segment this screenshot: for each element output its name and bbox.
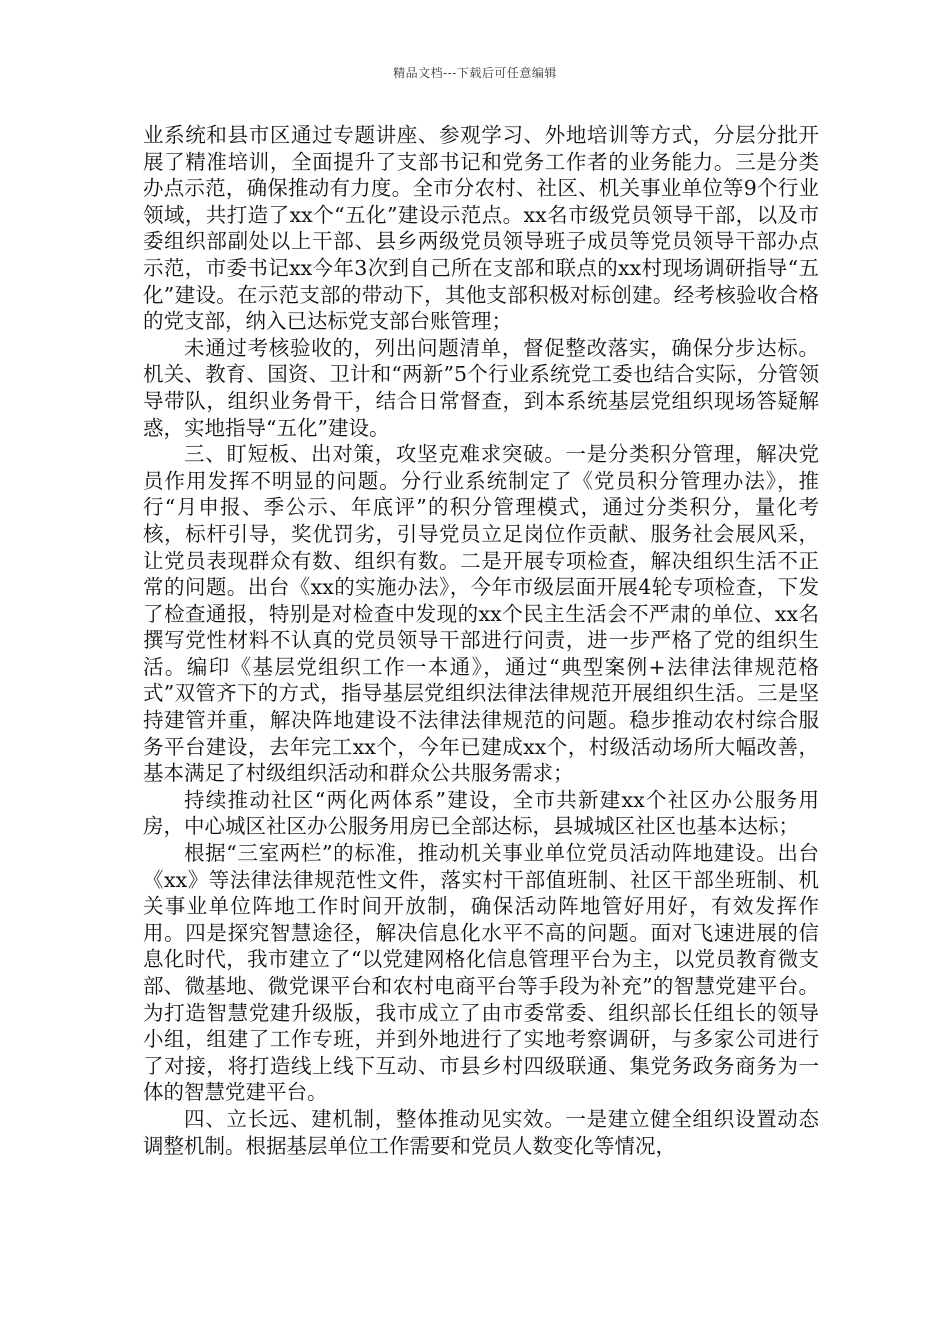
paragraph: 三、盯短板、出对策，攻坚克难求突破。一是分类积分管理，解决党员作用发挥不明显的问题。分行业系统制定了《党员积分管理办法》，推行“月申报、季公示、年底评”的积分管理模式，通过分类积分，量化考核，标杆引导，奖优罚劣，引导党员立足岗位作贡献、服务社会展风采，让党员表现群众有数、组织有数。二是开展专项检查，解决组织生活不正常的问题。出台《xx的实施办法》，今年市级层面开展4轮专项检查，下发了检查通报，特别是对检查中发现的xx个民主生活会不严肃的单位、xx名撰写党性材料不认真的党员领导干部进行问责，进一步严格了党的组织生活。编印《基层党组织工作一本通》，通过“典型案例+法律法律规范格式”双管齐下的方式，指导基层党组织法律法律规范开展组织生活。三是坚持建管并重，解决阵地建设不法律法律规范的问题。稳步推动农村综合服务平台建设，去年完工xx个，今年已建成xx个，村级活动场所大幅改善，基本满足了村级组织活动和群众公共服务需求；	[143, 442, 819, 786]
paragraph: 未通过考核验收的，列出问题清单，督促整改落实，确保分步达标。机关、教育、国资、卫计和“两新”5个行业系统党工委也结合实际，分管领导带队，组织业务骨干，结合日常督查，到本系统基层党组织现场答疑解惑，实地指导“五化”建设。	[143, 335, 819, 440]
paragraph: 业系统和县市区通过专题讲座、参观学习、外地培训等方式，分层分批开展了精准培训，全面提升了支部书记和党务工作者的业务能力。三是分类办点示范，确保推动有力度。全市分农村、社区、机关事业单位等9个行业领域，共打造了xx个“五化”建设示范点。xx名市级党员领导干部，以及市委组织部副处以上干部、县乡两级党员领导班子成员等党员领导干部办点示范，市委书记xx今年3次到自己所在支部和联点的xx村现场调研指导“五化”建设。在示范支部的带动下，其他支部积极对标创建。经考核验收合格的党支部，纳入已达标党支部台账管理；	[143, 123, 819, 334]
paragraph: 根据“三室两栏”的标准，推动机关事业单位党员活动阵地建设。出台《xx》等法律法律规范性文件，落实村干部值班制、社区干部坐班制、机关事业单位阵地工作时间开放制，确保活动阵地管好用好，有效发挥作用。四是探究智慧途径，解决信息化水平不高的问题。面对飞速进展的信息化时代，我市建立了“以党建网格化信息管理平台为主，以党员教育微支部、微基地、微党课平台和农村电商平台等手段为补充”的智慧党建平台。为打造智慧党建升级版，我市成立了由市委常委、组织部长任组长的领导小组，组建了工作专班，并到外地进行了实地考察调研，与多家公司进行了对接，将打造线上线下互动、市县乡村四级联通、集党务政务商务为一体的智慧党建平台。	[143, 841, 819, 1105]
page-header: 精品文档---下载后可任意编辑	[393, 66, 557, 80]
document-body	[143, 122, 819, 1159]
paragraph: 持续推动社区“两化两体系”建设，全市共新建xx个社区办公服务用房，中心城区社区办公服务用房已全部达标，县城城区社区也基本达标；	[143, 787, 819, 839]
paragraph: 四、立长远、建机制，整体推动见实效。一是建立健全组织设置动态调整机制。根据基层单位工作需要和党员人数变化等情况，	[143, 1106, 819, 1158]
